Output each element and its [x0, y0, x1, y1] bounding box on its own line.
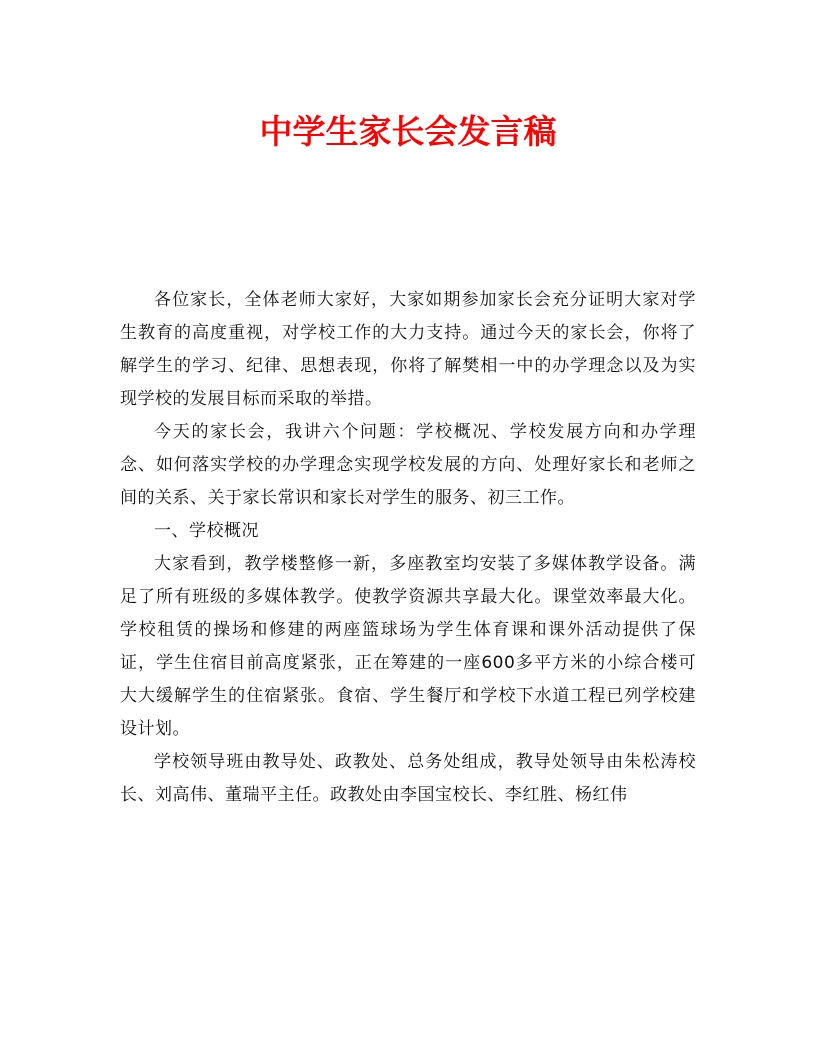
paragraph-greeting: 各位家长，全体老师大家好，大家如期参加家长会充分证明大家对学生教育的高度重视，对学校工作的大力支持。通过今天的家长会，你将了解学生的学习、纪律、思想表现，你将了解樊相一中的办学理念以及为实现学校的发展目标而采取的举措。 [120, 290, 696, 409]
paragraph-agenda: 今天的家长会，我讲六个问题：学校概况、学校发展方向和办学理念、如何落实学校的办学理念实现学校发展的方向、处理好家长和老师之间的关系、关于家长常识和家长对学生的服务、初三工作。 [120, 422, 696, 508]
document-body [120, 284, 696, 812]
paragraph-facilities: 大家看到，教学楼整修一新，多座教室均安装了多媒体教学设备。满足了所有班级的多媒体教学。使教学资源共享最大化。课堂效率最大化。学校租赁的操场和修建的两座篮球场为学生体育课和课外活动提供了保证，学生住宿目前高度紧张，正在筹建的一座600多平方米的小综合楼可大大缓解学生的住宿紧张。食宿、学生餐厅和学校下水道工程已列学校建设计划。 [120, 554, 696, 739]
section-heading-school-overview: 一、学校概况 [154, 521, 259, 541]
paragraph-leadership: 学校领导班由教导处、政教处、总务处组成，教导处领导由朱松涛校长、刘高伟、董瑞平主任。政教处由李国宝校长、李红胜、杨红伟 [120, 752, 696, 805]
document-title: 中学生家长会发言稿 [259, 112, 557, 151]
